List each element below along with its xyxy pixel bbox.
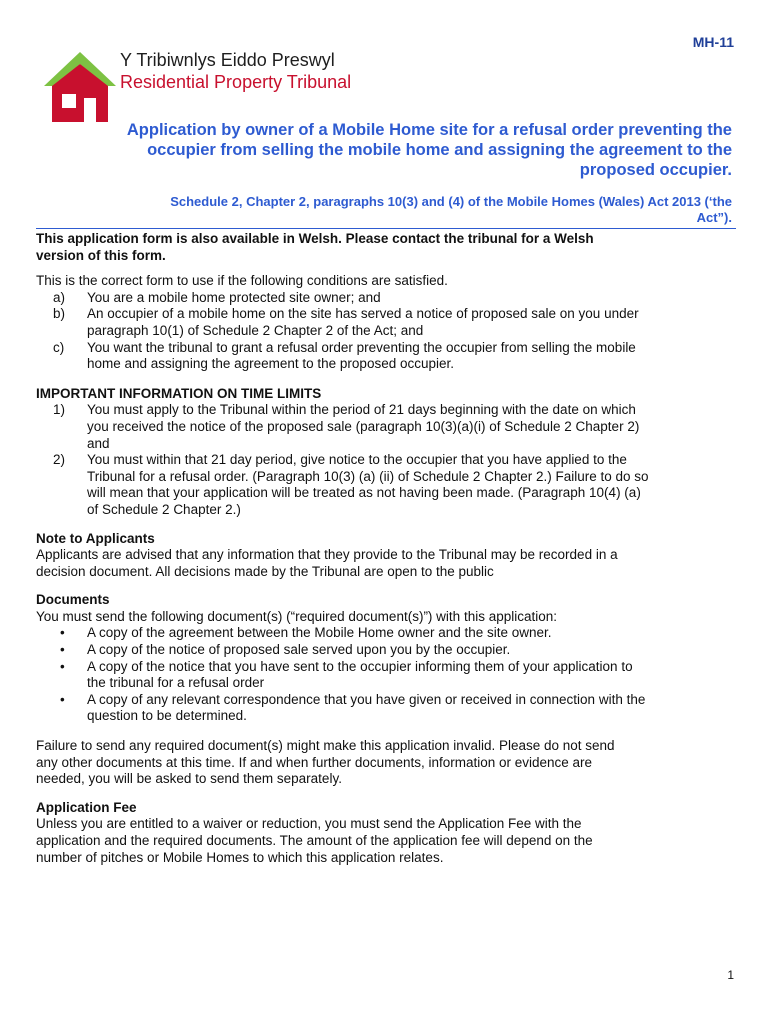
conditions-list bbox=[36, 290, 736, 373]
schedule-line: Schedule 2, Chapter 2, paragraphs 10(3) and (4) of the Mobile Homes (Wales) Act 2013 (‘the bbox=[170, 194, 732, 209]
logo-english-name: Residential Property Tribunal bbox=[120, 72, 352, 92]
fee-text: number of pitches or Mobile Homes to which this application relates. bbox=[36, 849, 444, 865]
legislation-reference bbox=[40, 194, 732, 226]
bullet-icon: • bbox=[60, 691, 65, 707]
list-item: c) You want the tribunal to grant a refusal order preventing the occupier from selling the mobile home and assigning the agreement to the proposed occupier. bbox=[53, 339, 636, 372]
list-item: • A copy of the notice that you have sent to the occupier informing them of your application to the tribunal for a refusal order bbox=[60, 658, 633, 691]
tribunal-logo bbox=[40, 46, 370, 122]
list-item: b) An occupier of a mobile home on the site has served a notice of proposed sale on you under paragraph 10(1) of Schedule 2 Chapter 2 of the Act; and bbox=[53, 306, 639, 338]
list-item: a) You are a mobile home protected site owner; and bbox=[53, 289, 381, 305]
schedule-line: Act”). bbox=[696, 210, 732, 225]
title-line: proposed occupier. bbox=[579, 161, 732, 179]
documents-list bbox=[36, 625, 736, 725]
documents-intro: You must send the following document(s) (“required document(s)”) with this application: bbox=[36, 608, 557, 624]
form-body bbox=[36, 231, 736, 866]
title-line: occupier from selling the mobile home and assigning the agreement to the bbox=[147, 141, 732, 159]
time-limits-heading: IMPORTANT INFORMATION ON TIME LIMITS bbox=[36, 385, 322, 401]
fee-heading: Application Fee bbox=[36, 799, 137, 815]
welsh-availability-notice: This application form is also available in Welsh. Please contact the tribunal for a Welsh version of this form. bbox=[36, 231, 594, 263]
fee-text: application and the required documents. The amount of the application fee will depend on the bbox=[36, 833, 593, 848]
documents-heading: Documents bbox=[36, 592, 110, 608]
list-item: • A copy of the notice of proposed sale served upon you by the occupier. bbox=[60, 642, 511, 658]
list-marker: c) bbox=[53, 339, 65, 355]
failure-text: needed, you will be asked to send them separately. bbox=[36, 771, 342, 787]
time-limits-list bbox=[36, 402, 736, 518]
list-marker: 1) bbox=[53, 402, 66, 418]
bullet-icon: • bbox=[60, 658, 65, 674]
list-item: 1) You must apply to the Tribunal within the period of 21 days beginning with the date on which you received the notice of the proposed sale (paragraph 10(3)(a)(i) of Schedule 2 Chapter 2) and bbox=[53, 402, 640, 451]
list-item: • A copy of the agreement between the Mobile Home owner and the site owner. bbox=[60, 625, 552, 641]
conditions-intro: This is the correct form to use if the following conditions are satisfied. bbox=[36, 273, 448, 289]
house-logo-icon bbox=[40, 46, 118, 122]
list-item: • A copy of any relevant correspondence that you have given or received in connection with the question to be determined. bbox=[60, 691, 646, 724]
note-text: decision document. All decisions made by the Tribunal are open to the public bbox=[36, 563, 494, 579]
list-marker: 2) bbox=[53, 452, 66, 468]
fee-text: Unless you are entitled to a waiver or reduction, you must send the Application Fee with the bbox=[36, 816, 582, 832]
logo-welsh-name: Y Tribiwnlys Eiddo Preswyl bbox=[120, 50, 335, 70]
note-text: Applicants are advised that any information that they provide to the Tribunal may be recorded in a bbox=[36, 547, 618, 563]
failure-text: Failure to send any required document(s) might make this application invalid. Please do not send bbox=[36, 738, 615, 754]
title-line: Application by owner of a Mobile Home site for a refusal order preventing the bbox=[126, 121, 732, 139]
form-code: MH-11 bbox=[692, 34, 734, 50]
list-marker: b) bbox=[53, 306, 66, 322]
list-item: 2) You must within that 21 day period, give notice to the occupier that you have applied to the Tribunal for a refusal order. (Paragraph 10(3) (a) (ii) of Schedule 2 Chapter 2.) Failure to do so will mean that your application will be treated as not having been made. (Paragraph 10(4) (a) of Schedule 2 Chapter 2.) bbox=[53, 452, 649, 517]
bullet-icon: • bbox=[60, 625, 65, 641]
page-number: 1 bbox=[727, 968, 734, 982]
title-divider bbox=[36, 228, 736, 229]
note-heading: Note to Applicants bbox=[36, 530, 155, 546]
bullet-icon: • bbox=[60, 642, 65, 658]
list-marker: a) bbox=[53, 289, 66, 305]
failure-text: any other documents at this time. If and when further documents, information or evidence are bbox=[36, 754, 593, 770]
page-title bbox=[40, 120, 732, 180]
